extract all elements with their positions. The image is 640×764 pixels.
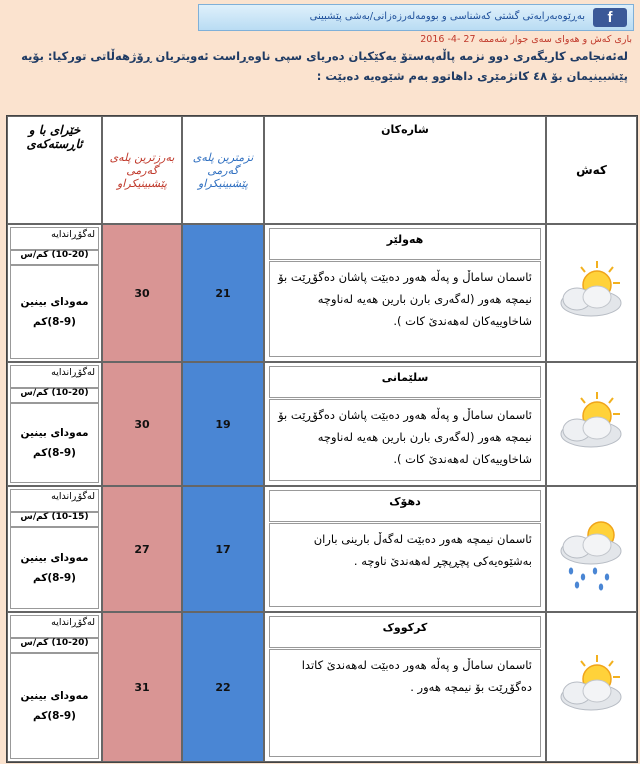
visibility <box>10 527 99 609</box>
forecast-description: ئاسمان نیمچە هەور دەبێت لەگەڵ بارینی باران بەشێوەیەکی پچڕپچڕ لەهەندێ ناوچە . <box>269 523 541 607</box>
wind-cell <box>7 612 102 762</box>
wind-direction: لەگۆڕاندایە <box>10 227 99 251</box>
wind-speed: (10-20) کم/س <box>10 387 99 403</box>
city-name: هەولێر <box>269 228 541 260</box>
max-temp: 30 <box>102 362 182 486</box>
sun-cloud-icon <box>553 390 631 456</box>
forecast-table <box>6 115 638 763</box>
min-temp: 21 <box>182 224 264 362</box>
visibility <box>10 403 99 483</box>
visibility-label: مەودای بینین <box>20 296 89 308</box>
max-temp: 30 <box>102 224 182 362</box>
header <box>0 0 640 110</box>
city-cell <box>264 362 546 486</box>
wind-cell <box>7 362 102 486</box>
header-wind: خێرای با و ئاڕستەکەی <box>7 116 102 224</box>
weather-cell <box>546 612 637 762</box>
facebook-icon[interactable]: f <box>593 8 627 27</box>
visibility-label: مەودای بینین <box>20 690 89 702</box>
wind-direction: لەگۆڕاندایە <box>10 365 99 389</box>
wind-speed: (10-15) کم/س <box>10 511 99 527</box>
city-name: دهۆک <box>269 490 541 522</box>
visibility-value: (8-9)کم <box>33 710 76 722</box>
city-cell <box>264 612 546 762</box>
weather-cell <box>546 362 637 486</box>
city-name: سلێمانی <box>269 366 541 398</box>
wind-direction: لەگۆڕاندایە <box>10 489 99 513</box>
header-weather: کەش <box>546 116 637 224</box>
visibility <box>10 653 99 759</box>
min-temp: 22 <box>182 612 264 762</box>
weather-cell <box>546 224 637 362</box>
city-cell <box>264 224 546 362</box>
intro-text: لەئەنجامی کاریگەری دوو نزمە پاڵەپەستۆ یەکێکیان دەریای سپی ناوەڕاست ئەویتریان ڕۆژهەڵاتی تورکیا: بۆیە پێشبینیمان بۆ ٤٨ کاتژمێری داهاتوو بەم شێوەیە دەبێت : <box>21 49 628 83</box>
min-temp: 17 <box>182 486 264 612</box>
max-temp: 27 <box>102 486 182 612</box>
visibility-value: (8-9)کم <box>33 316 76 328</box>
banner[interactable] <box>198 4 634 31</box>
date-line: باری کەش و هەوای سەی جوار شەممە 27 -4- 2016 <box>420 34 632 45</box>
header-max-temp: بەرزترین پلەی گەرمی پێشبینیکراو <box>102 116 182 224</box>
wind-direction: لەگۆڕاندایە <box>10 615 99 639</box>
banner-text[interactable]: بەڕێوەبەرایەتی گشتی کەشناسی و بوومەلەرزەزانی/بەشی پێشبینی <box>309 11 585 22</box>
visibility <box>10 265 99 359</box>
sun-cloud-icon <box>553 259 631 325</box>
header-cities: شارەکان <box>264 116 546 224</box>
wind-cell <box>7 224 102 362</box>
wind-speed: (10-20) کم/س <box>10 249 99 265</box>
city-name: کرکووک <box>269 616 541 648</box>
weather-cell <box>546 486 637 612</box>
wind-speed: (10-20) کم/س <box>10 637 99 653</box>
visibility-label: مەودای بینین <box>20 427 89 439</box>
city-cell <box>264 486 546 612</box>
forecast-description: ئاسمان ساماڵ و پەڵە هەور دەبێت پاشان دەگۆڕێت بۆ نیمچە هەور (لەگەری بارن بارین هەیە لەناوچە شاخاوییەکان لەهەندێ کات ). <box>269 399 541 481</box>
forecast-description: ئاسمان ساماڵ و پەڵە هەور دەبێت لەهەندێ کاتدا دەگۆڕێت بۆ نیمچە هەور . <box>269 649 541 757</box>
visibility-label: مەودای بینین <box>20 552 89 564</box>
forecast-description: ئاسمان ساماڵ و پەڵە هەور دەبێت پاشان دەگۆڕێت بۆ نیمچە هەور (لەگەری بارن بارین هەیە لەناوچە شاخاوییەکان لەهەندێ کات ). <box>269 261 541 357</box>
sun-cloud-icon <box>553 653 631 719</box>
max-temp: 31 <box>102 612 182 762</box>
visibility-value: (8-9)کم <box>33 572 76 584</box>
rain-cloud-icon <box>553 515 631 599</box>
wind-cell <box>7 486 102 612</box>
visibility-value: (8-9)کم <box>33 447 76 459</box>
header-min-temp: نزمترین پلەی گەرمی پێشبینیکراو <box>182 116 264 224</box>
min-temp: 19 <box>182 362 264 486</box>
